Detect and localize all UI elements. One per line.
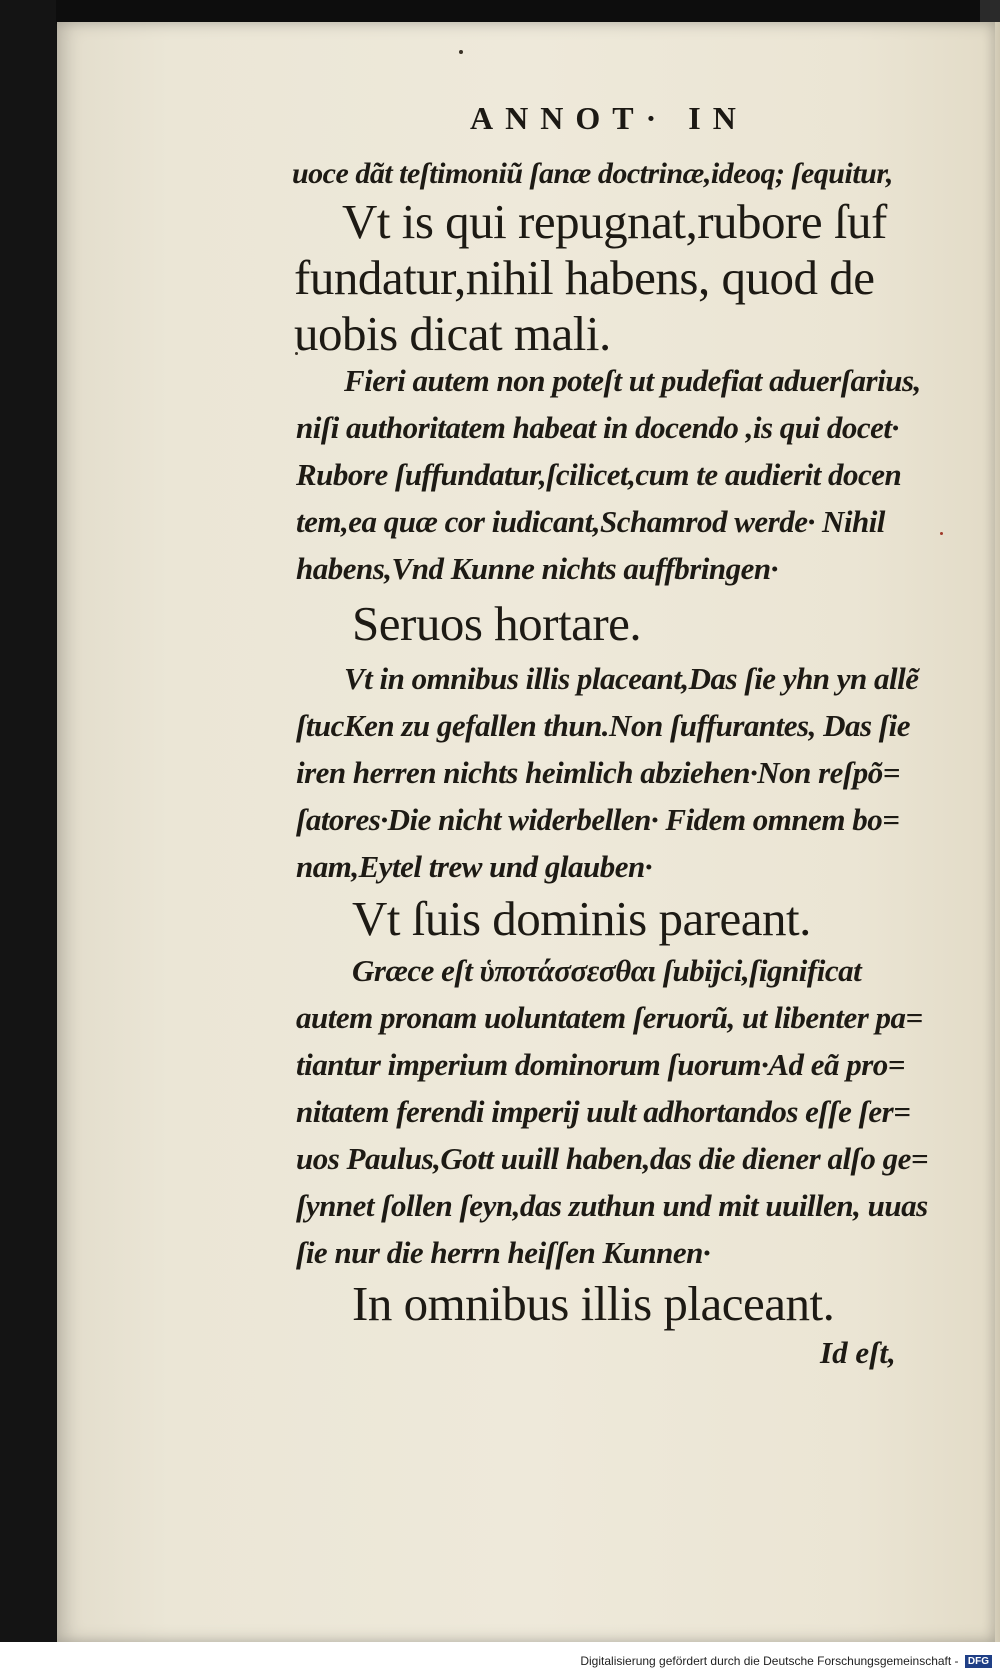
text-line: habens,Vnd Kunne nichts auffbringen· [296, 551, 778, 586]
text-line: ſie nur die herrn heiſſen Kunnen· [296, 1235, 711, 1270]
text-line: iren herren nichts heimlich abziehen·Non reſpõ= [296, 755, 900, 790]
funding-notice [580, 1654, 992, 1668]
text-line: autem pronam uoluntatem ſeruorũ, ut libenter pa= [296, 1000, 923, 1035]
dfg-logo: DFG [965, 1655, 992, 1668]
page-edge [995, 22, 1000, 1642]
lemma-line: Seruos hortare. [352, 596, 642, 651]
text-line: uos Paulus,Gott uuill haben,das die diener alſo ge= [296, 1141, 929, 1176]
lemma-line: Vt is qui repugnat,rubore ſuf [342, 194, 887, 249]
text-line: nam,Eytel trew und glauben· [296, 849, 652, 884]
text-line: tem,ea quæ cor iudicant,Schamrod werde· Nihil [296, 504, 885, 539]
lemma-line: fundatur,nihil habens, quod de [294, 250, 875, 305]
text-line: ſtucKen zu gefallen thun.Non ſuffurantes, Das ſie [296, 708, 910, 743]
text-line: uoce dãt teſtimoniũ ſanæ doctrinæ,ideoq; ſequitur, [292, 157, 893, 190]
text-line: Rubore ſuffundatur,ſcilicet,cum te audierit docen [296, 457, 902, 492]
scan-frame-top [0, 0, 1000, 24]
text-line: Græce eſt ὑποτάσσεσθαι ſubijci,ſignificat [352, 953, 862, 988]
ink-speck [459, 50, 463, 54]
text-line: nitatem ferendi imperij uult adhortandos eſſe ſer= [296, 1094, 911, 1129]
funding-notice-text: Digitalisierung gefördert durch die Deutsche Forschungsgemeinschaft - [580, 1653, 959, 1668]
running-head: ANNOT· IN [470, 100, 748, 136]
text-line: tiantur imperium dominorum ſuorum·Ad eã pro= [296, 1047, 905, 1082]
ink-speck [940, 532, 943, 535]
text-line: Vt in omnibus illis placeant,Das ſie yhn yn allẽ [344, 661, 919, 696]
lemma-line: In omnibus illis placeant. [352, 1276, 835, 1331]
text-line: ſynnet ſollen ſeyn,das zuthun und mit uuillen, uuas [296, 1188, 928, 1223]
scan-frame-left [0, 0, 56, 1676]
catchword: Id eſt, [820, 1335, 896, 1370]
text-line: ſatores·Die nicht widerbellen· Fidem omnem bo= [296, 802, 900, 837]
footer-strip [0, 1642, 1000, 1676]
text-line: niſi authoritatem habeat in docendo ,is qui docet· [296, 410, 899, 445]
lemma-line: uobis dicat mali. [294, 306, 611, 361]
text-line: Fieri autem non poteſt ut pudefiat aduerſarius, [344, 363, 921, 398]
lemma-line: Vt ſuis dominis pareant. [352, 891, 811, 946]
